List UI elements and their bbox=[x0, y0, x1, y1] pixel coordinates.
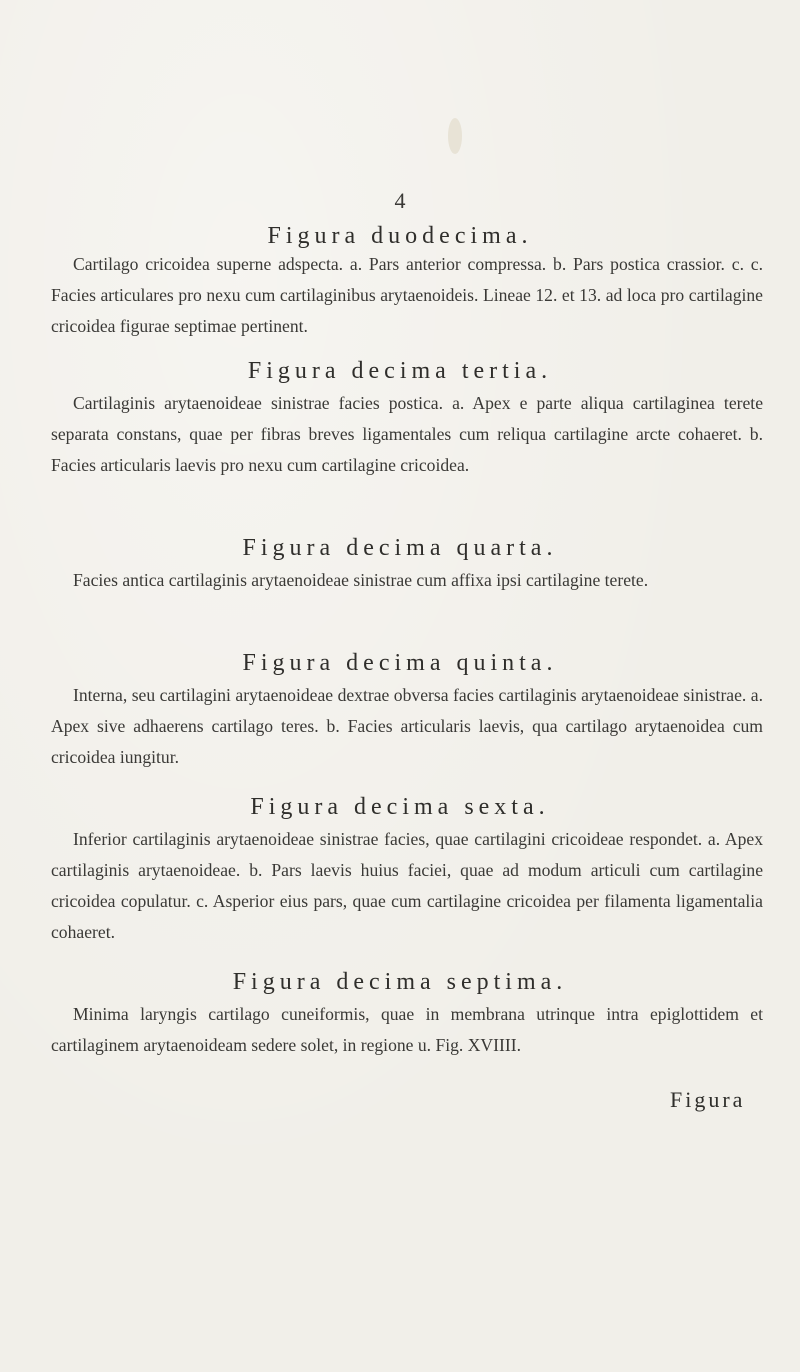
section-heading: Figura duodecima. bbox=[267, 223, 533, 249]
section-heading: Figura decima quarta. bbox=[242, 535, 558, 561]
section-text-content: Cartilago cricoidea superne adspecta. a. Pars anterior compressa. b. Pars postica crassior. c. c. Facies articulares pro nexu cum cartilaginibus arytaenoideis. Lineae 12. et 13. ad loca pro cartilagine cricoidea figurae septimae pertinent. bbox=[51, 254, 763, 336]
section-text-content: Inferior cartilaginis arytaenoideae sinistrae facies, quae cartilagini cricoideae respondet. a. Apex cartilaginis arytaenoideae. b. Pars laevis huius faciei, quae ad modum articuli cum cartilagine cricoidea copulatur. c. Asperior eius pars, quae cum cartilagine cricoidea per filamenta ligamentalia cohaeret. bbox=[51, 829, 763, 942]
section-heading: Figura decima septima. bbox=[232, 969, 568, 995]
page-number: 4 bbox=[394, 188, 406, 213]
section-text bbox=[51, 249, 763, 342]
section-heading: Figura decima sexta. bbox=[250, 794, 550, 820]
section-heading: Figura decima quinta. bbox=[242, 650, 558, 676]
section-text bbox=[51, 824, 763, 948]
section-text bbox=[51, 388, 763, 481]
paper-stain bbox=[448, 118, 462, 154]
catchword: Figura bbox=[670, 1087, 746, 1112]
section-text bbox=[51, 680, 763, 773]
section-text-content: Facies antica cartilaginis arytaenoideae sinistrae cum affixa ipsi cartilagine terete. bbox=[73, 570, 649, 590]
section-heading: Figura decima tertia. bbox=[247, 358, 553, 384]
section-text-content: Cartilaginis arytaenoideae sinistrae facies postica. a. Apex e parte aliqua cartilaginea terete separata constans, quae per fibras breves ligamentales cum reliqua cartilagine arcte cohaeret. b. Facies articularis laevis pro nexu cum cartilagine cricoidea. bbox=[51, 393, 763, 475]
section-text-content: Interna, seu cartilagini arytaenoideae dextrae obversa facies cartilaginis arytaenoideae sinistrae. a. Apex sive adhaerens cartilago teres. b. Facies articularis laevis, qua cartilago arytaenoidea cum cricoidea iungitur. bbox=[51, 685, 763, 767]
section-text bbox=[51, 565, 763, 596]
section-text-content: Minima laryngis cartilago cuneiformis, quae in membrana utrinque intra epiglottidem et cartilaginem arytaenoideam sedere solet, in regione u. Fig. XVIIII. bbox=[51, 1004, 763, 1055]
section-text bbox=[51, 999, 763, 1061]
